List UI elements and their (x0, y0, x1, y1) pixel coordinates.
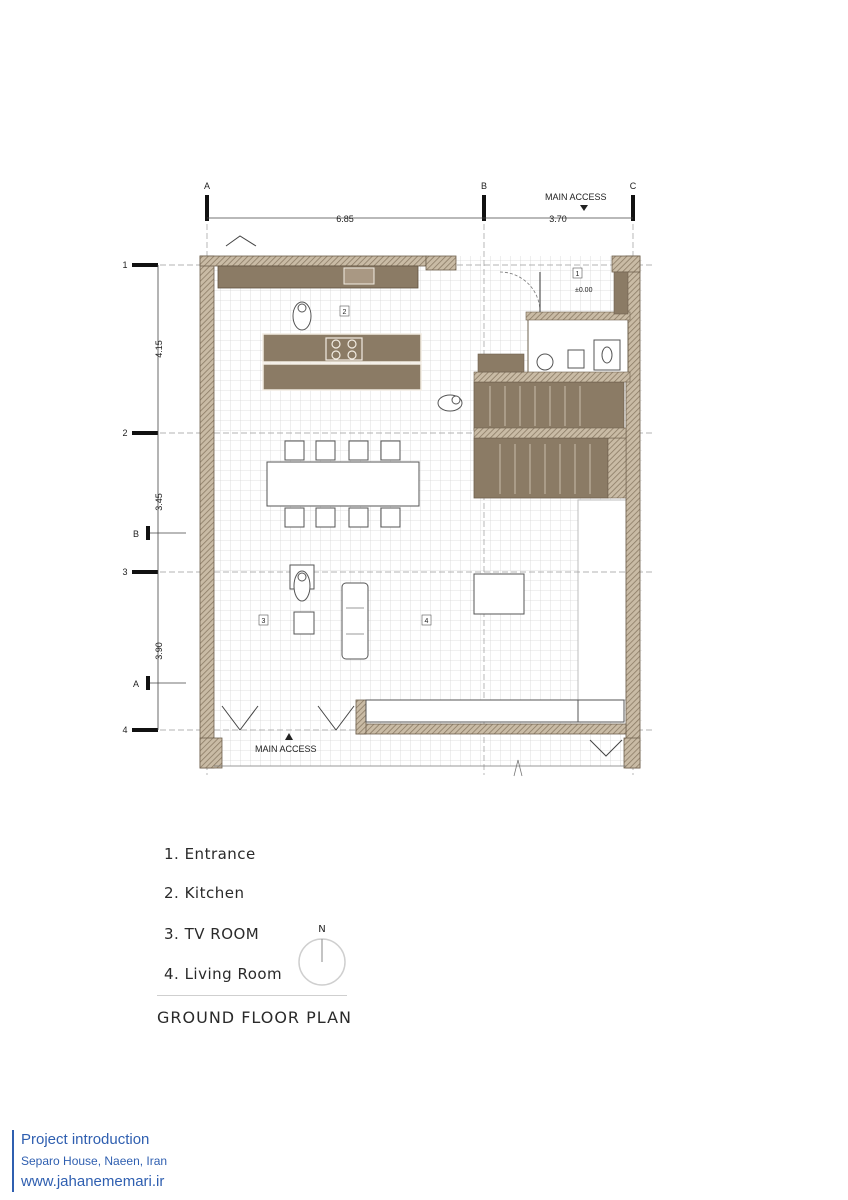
row-label-1: 1 (122, 260, 128, 270)
kitchen-sink (344, 268, 374, 284)
legend-living-room: 4. Living Room (164, 965, 283, 983)
stair-lower (474, 438, 608, 498)
level-mark: ±0.00 (575, 287, 593, 294)
legend-kitchen: 2. Kitchen (164, 884, 245, 902)
kitchen-counter (218, 266, 418, 288)
legend-divider (157, 995, 347, 996)
north-label: N (318, 924, 326, 935)
plan-title: GROUND FLOOR PLAN (157, 1008, 352, 1027)
col-label-a: A (203, 181, 211, 191)
row-label-3: 3 (122, 567, 128, 577)
person-kitchen (293, 302, 311, 330)
dim-left-3: 3.90 (154, 642, 164, 660)
north-arrow (299, 924, 345, 985)
side-table (294, 612, 314, 634)
credit-project: Separo House, Naeen, Iran (21, 1154, 168, 1168)
credit-website-link[interactable]: www.jahanememari.ir (21, 1173, 165, 1190)
cabinet (478, 354, 524, 372)
entry-column (614, 272, 628, 314)
credit-heading: Project introduction (21, 1131, 150, 1148)
project-credit (12, 1130, 167, 1192)
col-label-c: C (629, 181, 637, 191)
core-partition (474, 428, 626, 438)
dim-top-bc: 3.70 (549, 214, 567, 224)
kitchen-island-back (263, 364, 421, 390)
room-tag-3: 3 (261, 618, 266, 625)
sofa (342, 583, 368, 659)
stair-upper (474, 382, 624, 430)
access-arrow-top (580, 205, 588, 211)
legend-entrance: 1. Entrance (164, 845, 256, 863)
stair-side-wall (608, 438, 626, 498)
row-label-2: 2 (122, 428, 128, 438)
wc-wall-bottom (474, 372, 630, 382)
row-label-4: 4 (122, 725, 128, 735)
wc-room (528, 316, 628, 374)
room-tag-4: 4 (424, 618, 429, 625)
terrace-zone (578, 500, 626, 700)
dim-left-2: 3.45 (154, 493, 164, 511)
living-table (474, 574, 524, 614)
person-tv (294, 571, 310, 601)
main-access-bottom-label: MAIN ACCESS (255, 744, 317, 754)
dim-left-1: 4.15 (154, 340, 164, 358)
room-tag-2: 2 (342, 309, 347, 316)
dining-table (267, 462, 419, 506)
person-hall (438, 395, 462, 411)
dim-top-ab: 6.85 (336, 214, 354, 224)
col-label-b: B (480, 181, 488, 191)
section-label-b: B (132, 529, 140, 539)
bench (366, 700, 578, 722)
section-label-a: A (132, 679, 140, 689)
room-tag-1: 1 (575, 271, 580, 278)
main-access-top-label: MAIN ACCESS (545, 192, 607, 202)
legend-tv-room: 3. TV ROOM (164, 925, 260, 943)
bench-end (578, 700, 624, 722)
